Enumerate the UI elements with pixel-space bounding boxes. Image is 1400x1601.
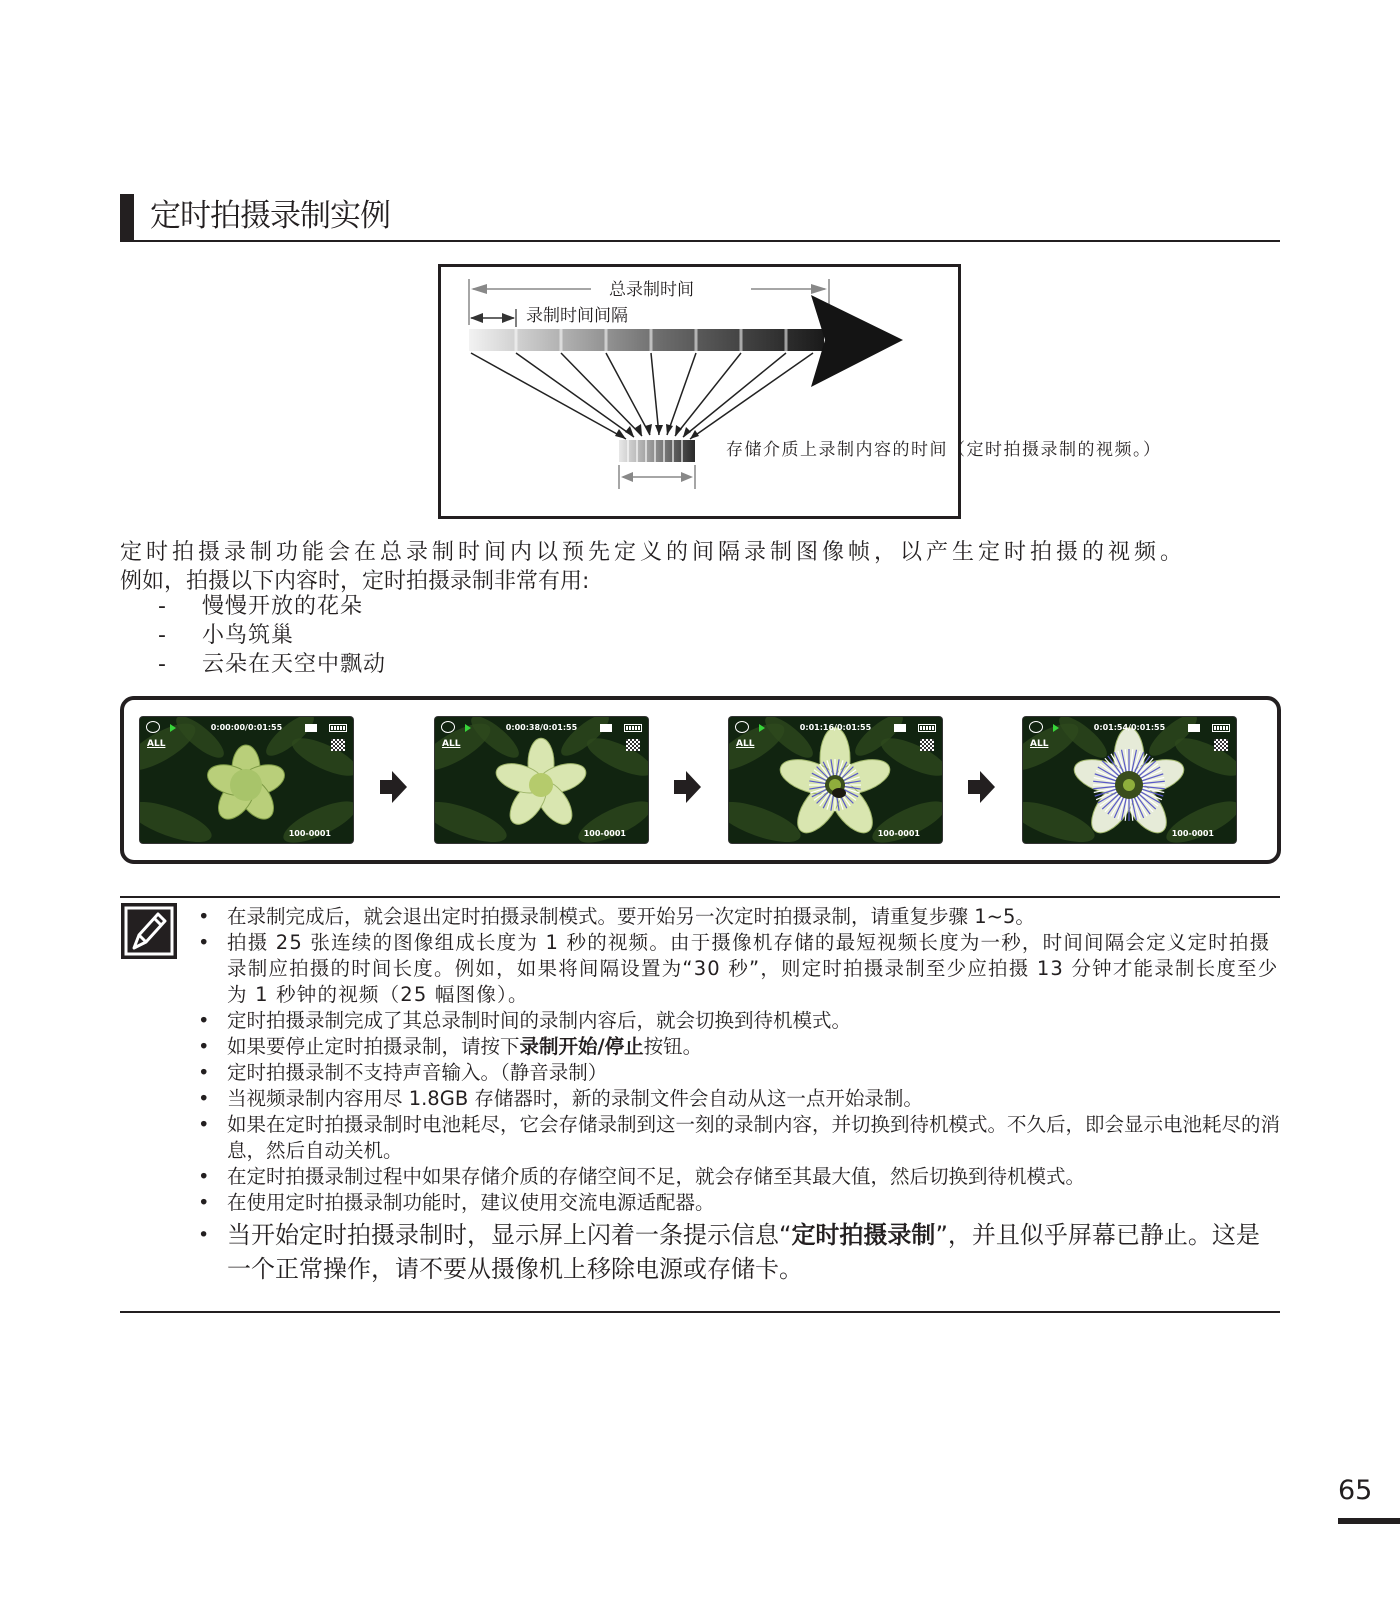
note-bold-text: 定时拍摄录制 bbox=[791, 1221, 936, 1249]
example-text: 小鸟筑巢 bbox=[202, 623, 295, 648]
next-arrow-icon bbox=[378, 770, 408, 804]
mode-label: ALL bbox=[442, 739, 461, 749]
timecode: 0:01:54/0:01:55 bbox=[1093, 723, 1166, 732]
note-item: • 在定时拍摄录制过程中如果存储介质的存储空间不足，就会存储至其最大值，然后切换到待机模式。 bbox=[198, 1164, 1280, 1190]
arrow-head bbox=[811, 295, 903, 387]
quality-icon bbox=[331, 739, 345, 751]
lcd-frame bbox=[729, 717, 942, 843]
intro-paragraph bbox=[120, 538, 1285, 596]
interval-right-arrowhead bbox=[502, 313, 515, 323]
intro-line-1: 定时拍摄录制功能会在总录制时间内以预先定义的间隔录制图像帧，以产生定时拍摄的视频。 bbox=[120, 540, 1187, 565]
total-time-label: 总录制时间 bbox=[609, 280, 694, 300]
note-text: ”，并且似乎屏幕已静止。这是一个正常操作，请不要从摄像机上移除电源或存储卡。 bbox=[227, 1221, 1260, 1283]
lcd-frame bbox=[1023, 717, 1236, 843]
timecode: 0:01:16/0:01:55 bbox=[799, 723, 872, 732]
example-dash: - bbox=[158, 594, 166, 619]
file-number: 100-0001 bbox=[1171, 829, 1214, 838]
recording-band bbox=[469, 329, 824, 351]
section-title: 定时拍摄录制实例 bbox=[150, 198, 390, 234]
note-item: • 当视频录制内容用尽 1.8GB 存储器时，新的录制文件会自动从这一点开始录制。 bbox=[198, 1086, 1280, 1112]
note-item: • 如果在定时拍摄录制时电池耗尽，它会存储录制到这一刻的录制内容，并切换到待机模式。不久后，即会显示电池耗尽的消息，然后自动关机。 bbox=[198, 1112, 1280, 1164]
example-text: 慢慢开放的花朵 bbox=[202, 594, 364, 619]
file-number: 100-0001 bbox=[877, 829, 920, 838]
quality-icon bbox=[920, 739, 934, 751]
note-item: • 拍摄 25 张连续的图像组成长度为 1 秒的视频。由于摄像机存储的最短视频长度为一秒，时间间隔会定义定时拍摄录制应拍摄的时间长度。例如，如果将间隔设置为“30 秒”，则定时拍摄录制至少应拍摄 13 分钟才能录制长度至少为 1 秒钟的视频（25 幅图像）。 bbox=[198, 930, 1280, 1008]
timecode: 0:00:38/0:01:55 bbox=[505, 723, 578, 732]
quality-icon bbox=[1214, 739, 1228, 751]
flower-image bbox=[729, 717, 942, 843]
example-dash: - bbox=[158, 652, 166, 677]
note-text: 按钮。 bbox=[643, 1035, 703, 1058]
page-number: 65 bbox=[1338, 1475, 1373, 1506]
flower-image bbox=[140, 717, 353, 843]
next-arrow-icon bbox=[966, 770, 996, 804]
example-text: 云朵在天空中飘动 bbox=[202, 652, 387, 677]
flower-image bbox=[1023, 717, 1236, 843]
note-pencil-icon bbox=[120, 902, 178, 960]
section-heading bbox=[120, 192, 1280, 242]
notes-section bbox=[120, 896, 1280, 1313]
note-item: • 在录制完成后，就会退出定时拍摄录制模式。要开始另一次定时拍摄录制，请重复步骤 1~5。 bbox=[198, 904, 1280, 930]
timecode: 0:00:00/0:01:55 bbox=[210, 723, 283, 732]
file-number: 100-0001 bbox=[288, 829, 331, 838]
time-lapse-diagram bbox=[438, 264, 1162, 519]
converging-lines bbox=[471, 353, 813, 439]
file-number: 100-0001 bbox=[583, 829, 626, 838]
example-dash: - bbox=[158, 623, 166, 648]
note-text: 当开始定时拍摄录制时，显示屏上闪着一条提示信息“ bbox=[227, 1221, 792, 1249]
flower-image bbox=[435, 717, 648, 843]
intro-line-2: 例如，拍摄以下内容时，定时拍摄录制非常有用: bbox=[120, 569, 590, 594]
interval-left-arrowhead bbox=[470, 313, 483, 323]
note-item: • 在使用定时拍摄录制功能时，建议使用交流电源适配器。 bbox=[198, 1190, 1280, 1216]
stored-clip bbox=[619, 440, 695, 462]
note-item: • 定时拍摄录制完成了其总录制时间的录制内容后，就会切换到待机模式。 bbox=[198, 1008, 1280, 1034]
note-item bbox=[198, 1034, 1280, 1060]
frame-sequence bbox=[120, 696, 1281, 864]
heading-bar bbox=[120, 194, 134, 240]
lcd-frame bbox=[140, 717, 353, 843]
storage-time-label: 存储介质上录制内容的时间（定时拍摄录制的视频。） bbox=[726, 440, 1162, 460]
quality-icon bbox=[626, 739, 640, 751]
mode-label: ALL bbox=[147, 739, 166, 749]
total-left-arrowhead bbox=[471, 284, 487, 294]
interval-label: 录制时间间隔 bbox=[526, 306, 628, 326]
converging-arrowheads bbox=[615, 424, 699, 439]
mode-label: ALL bbox=[1030, 739, 1049, 749]
note-text: 如果要停止定时拍摄录制，请按下 bbox=[227, 1035, 520, 1058]
diagram-graphic bbox=[441, 267, 1162, 516]
mode-label: ALL bbox=[736, 739, 755, 749]
note-item bbox=[198, 1218, 1280, 1286]
page-number-rule bbox=[1338, 1518, 1400, 1524]
note-bold-text: 录制开始/停止 bbox=[519, 1035, 644, 1058]
lcd-frame bbox=[435, 717, 648, 843]
total-right-arrowhead bbox=[811, 284, 827, 294]
note-list bbox=[198, 904, 1280, 1286]
note-item: • 定时拍摄录制不支持声音输入。（静音录制） bbox=[198, 1060, 1280, 1086]
next-arrow-icon bbox=[672, 770, 702, 804]
